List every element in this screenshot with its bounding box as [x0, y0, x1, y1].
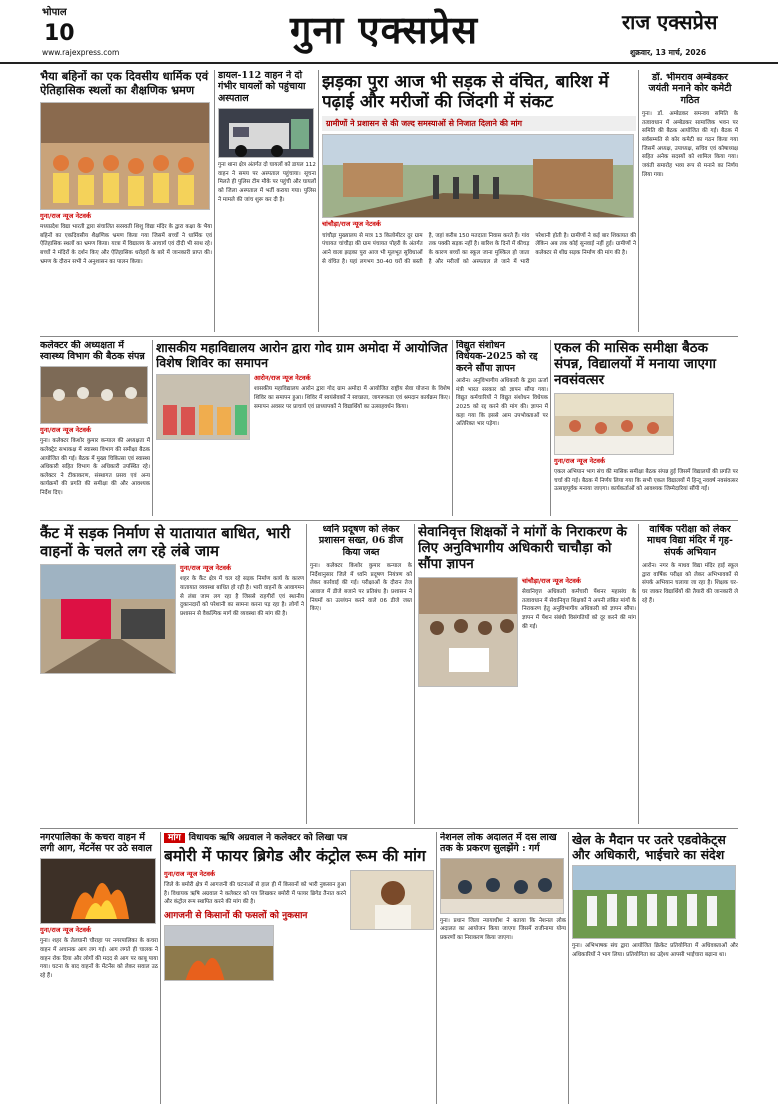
headline: ध्वनि प्रदूषण को लेकर प्रशासन सख्त, 06 डीज किया जब्त	[318, 524, 404, 558]
headline: विद्युत संशोधन विधेयक-2025 को रद्द करने सौंपा ज्ञापन	[456, 340, 538, 374]
edition-date: शुक्रवार, 13 मार्च, 2026	[630, 48, 707, 57]
crop-fire-photo	[164, 925, 274, 981]
masthead	[0, 0, 778, 64]
story-aron	[156, 340, 450, 516]
memo-photo	[418, 577, 518, 687]
story-text: चांचौड़ा मुख्यालय से मात्र 13 किलोमीटर दूर ग्राम पंचायत चांचौड़ा की ग्राम पंचायत पोहरी के अंतर्गत आने वाला झड़का पुरा आज भी मूलभूत सुविधाओं से वंचित है। यहां लगभग 30-40 घरों की बस्ती है, जहां करीब 150 मतदाता निवास करते हैं। गांव तक पक्की सड़क नहीं है। बारिश के दिनों में कीचड़ के कारण बच्चों का स्कूल जाना मुश्किल हो जाता है और मरीजों को अस्पताल ले जाने में भारी परेशानी होती है। ग्रामीणों ने कई बार शिकायत की लेकिन अब तक कोई सुनवाई नहीं हुई। ग्रामीणों ने कलेक्टर से शीघ्र सड़क निर्माण की मांग की है।	[322, 232, 636, 265]
page-number: 10	[44, 21, 75, 46]
divider	[638, 524, 639, 824]
camp-photo	[156, 374, 250, 440]
divider	[550, 340, 551, 516]
headline: एकल की मासिक समीक्षा बैठक संपन्न, विद्यालयों में मनाया जाएगा नवसंवत्सर	[554, 340, 717, 389]
headline: खेल के मैदान पर उतरे एडवोकेट्स और अधिकारी, भाईचारे का संदेश	[572, 832, 726, 862]
group-photo	[40, 102, 210, 210]
divider	[40, 828, 738, 829]
headline: सेवानिवृत्त शिक्षकों ने मांगों के निराकरण के लिए अनुविभागीय अधिकारी चाचौड़ा को सौंपा ज्ञापन	[418, 524, 627, 573]
story-ambedkar	[642, 72, 738, 334]
meeting-photo	[40, 366, 148, 424]
byline: चांचौड़ा/राज न्यूज नेटवर्क	[522, 576, 581, 585]
sub-headline: आगजनी से किसानों की फसलों को नुकसान	[164, 911, 308, 922]
fire-photo	[40, 858, 156, 924]
headline: नेशनल लोक अदालत में दस लाख तक के प्रकरण सुलझेंगे : गर्ग	[440, 832, 557, 855]
story-pollution	[310, 524, 412, 824]
divider	[40, 336, 738, 337]
edition-title: गुना एक्सप्रेस	[290, 7, 479, 52]
city-label: भोपाल	[42, 7, 67, 18]
headline: कैंट में सड़क निर्माण से यातायात बाधित, भारी वाहनों के चलते लग रहे लंबे जाम	[40, 524, 291, 560]
story-text: आरोन। नगर के माधव विद्या मंदिर हाई स्कूल द्वारा वार्षिक परीक्षा को लेकर अभिभावकों से संपर्क अभियान चलाया जा रहा है। शिक्षक घर-घर जाकर विद्यार्थियों की तैयारी की जानकारी ले रहे हैं।	[642, 563, 738, 604]
story-bamori	[164, 832, 434, 1104]
byline: गुना/राज न्यूज नेटवर्क	[180, 564, 232, 572]
story-text: शहर के कैंट क्षेत्र में चल रहे सड़क निर्माण कार्य के कारण यातायात व्यवस्था बाधित हो रही है। भारी वाहनों के आवागमन से लंबा जाम लग रहा है जिससे राहगीरों एवं स्थानीय दुकानदारों को परेशानी का सामना करना पड़ रहा है। लोगों ने प्रशासन से वैकल्पिक मार्ग की व्यवस्था की मांग की है।	[180, 576, 304, 618]
headline: वार्षिक परीक्षा को लेकर माधव विद्या मंदिर में गृह-संपर्क अभियान	[647, 524, 733, 558]
story-jhadka	[322, 72, 636, 334]
divider	[414, 524, 415, 824]
story-text: एकल अभियान भाग संच की मासिक समीक्षा बैठक संपन्न हुई जिसमें विद्यालयों की प्रगति पर चर्चा की गई। बैठक में निर्णय लिया गया कि सभी एकल विद्यालयों में हिन्दू नववर्ष नवसंवत्सर उत्साहपूर्वक मनाया जाएगा। कार्यकर्ताओं को आवश्यक जिम्मेदारियां सौंपी गईं।	[554, 468, 738, 493]
story-text: गुना। डॉ. अम्बेडकर समन्वय समिति के तत्वावधान में अम्बेडकर सामाजिक भवन पर समिति की बैठक आयोजित की गई। बैठक में सर्वसम्मति से कोर कमेटी का गठन किया गया जिसमें अध्यक्ष, उपाध्यक्ष, सचिव एवं कोषाध्यक्ष सहित अनेक सदस्यों को शामिल किया गया। जयंती समारोह भव्य रूप से मनाने का निर्णय लिया गया।	[642, 111, 738, 178]
story-text: गुना थाना क्षेत्र अंतर्गत दो घायलों को डायल 112 वाहन ने समय पर अस्पताल पहुंचाया। सूचना मिलते ही पुलिस टीम मौके पर पहुंची और घायलों को जिला अस्पताल में भर्ती कराया गया। पुलिस ने मामले की जांच शुरू कर दी है।	[218, 162, 316, 203]
kicker: मांग	[164, 833, 185, 843]
story-text: गुना। कलेक्टर किशोर कुमार कन्याल के निर्देशानुसार जिले में ध्वनि प्रदूषण नियंत्रण को लेकर कार्रवाई की गई। परीक्षाओं के दौरान तेज आवाज में डीजे बजाने पर प्रतिबंध है। प्रशासन ने नियमों का उल्लंघन करने वाले 06 डीजे जब्त किए।	[310, 563, 412, 613]
story-text: गुना। शहर के तेलघानी चौराहा पर नगरपालिका के कचरा वाहन में अचानक आग लग गई। आग लगते ही चालक ने वाहन रोक दिया और लोगों की मदद से आग पर काबू पाया गया। घटना के बाद वाहनों के मेंटनेंस को लेकर सवाल उठ रहे हैं।	[40, 938, 158, 979]
headline: कलेक्टर की अध्यक्षता में स्वास्थ्य विभाग की बैठक संपन्न	[40, 340, 145, 363]
headline: बमोरी में फायर ब्रिगेड और कंट्रोल रूम की मांग	[164, 846, 426, 866]
headline-top	[164, 832, 434, 845]
divider	[568, 832, 569, 1104]
story-fire	[40, 832, 158, 1104]
byline: चांचौड़ा/राज न्यूज नेटवर्क	[322, 220, 381, 229]
divider	[638, 70, 639, 332]
byline: गुना/राज न्यूज नेटवर्क	[40, 211, 92, 220]
site-url[interactable]: www.rajexpress.com	[42, 48, 120, 57]
story-bheel-tour	[40, 70, 212, 332]
story-navsanvatsar	[554, 340, 738, 516]
divider	[40, 520, 738, 521]
headline: भैया बहिनों का एक दिवसीय धार्मिक एवं ऐतिहासिक स्थलों का शैक्षणिक भ्रमण	[40, 70, 209, 97]
cricket-photo	[572, 865, 736, 939]
divider	[306, 524, 307, 824]
story-sports	[572, 832, 738, 1104]
divider	[160, 832, 161, 1104]
headline: डॉ. भीमराव अम्बेडकर जयंती मनाने कोर कमेटी गठित	[648, 72, 732, 106]
story-collector	[40, 340, 150, 516]
byline: गुना/राज न्यूज नेटवर्क	[40, 925, 92, 934]
headline: शासकीय महाविद्यालय आरोन द्वारा गोद ग्राम अमोदा में आयोजित विशेष शिविर का समापन	[156, 340, 448, 370]
story-text: शासकीय महाविद्यालय आरोन द्वारा गोद ग्राम अमोदा में आयोजित राष्ट्रीय सेवा योजना के विशेष शिविर का समापन हुआ। शिविर में स्वयंसेवकों ने स्वच्छता, जागरूकता एवं श्रमदान कार्यक्रम किए। समापन अवसर पर प्राचार्य एवं प्राध्यापकों ने विद्यार्थियों का उत्साहवर्धन किया।	[254, 386, 450, 410]
meeting-photo	[554, 393, 674, 455]
village-photo	[322, 134, 634, 218]
story-text: गुना। कलेक्टर किशोर कुमार कन्याल की अध्यक्षता में कलेक्ट्रेट सभाकक्ष में स्वास्थ्य विभाग की समीक्षा बैठक आयोजित की गई। बैठक में मुख्य चिकित्सा एवं स्वास्थ्य अधिकारी सहित विभाग के अधिकारी उपस्थित रहे। कलेक्टर ने टीकाकरण, संस्थागत प्रसव एवं अन्य कार्यक्रमों की प्रगति की समीक्षा की और आवश्यक निर्देश दिए।	[40, 438, 150, 497]
story-text: गुना। प्रधान जिला न्यायाधीश ने बताया कि नेशनल लोक अदालत का आयोजन किया जाएगा जिसमें राजीनामा योग्य प्रकरणों का निराकरण किया जाएगा।	[440, 917, 566, 942]
story-text: गुना। अभिभाषक संघ द्वारा आयोजित क्रिकेट प्रतियोगिता में अधिवक्ताओं और अधिकारियों ने भाग लिया। प्रतियोगिता का उद्देश्य आपसी भाईचारा बढ़ाना था।	[572, 943, 738, 958]
story-lokadalat	[440, 832, 566, 1104]
headline-top-text: विधायक ऋषि अग्रवाल ने कलेक्टर को लिखा पत्र	[188, 833, 348, 843]
divider	[214, 70, 215, 332]
brand-name: राज एक्सप्रेस	[622, 10, 718, 34]
subheadline: ग्रामीणों ने प्रशासन से की जल्द समस्याओं से निजात दिलाने की मांग	[322, 116, 636, 132]
byline: गुना/राज न्यूज नेटवर्क	[40, 425, 92, 434]
story-dial112	[218, 70, 316, 332]
court-photo	[440, 858, 564, 914]
headline: झड़का पुरा आज भी सड़क से वंचित, बारिश में पढ़ाई और मरीजों की जिंदगी में संकट	[322, 72, 609, 113]
headline: डायल-112 वाहन ने दो गंभीर घायलों को पहुंचाया अस्पताल	[218, 70, 306, 104]
divider	[318, 70, 319, 332]
divider	[152, 340, 153, 516]
traffic-photo	[40, 564, 176, 674]
divider	[452, 340, 453, 516]
story-text: जिले के बमोरी क्षेत्र में आगजनी की घटनाओं से हाल ही में किसानों को भारी नुकसान हुआ है। विधायक ऋषि अग्रवाल ने कलेक्टर को पत्र लिखकर बमोरी में फायर ब्रिगेड तैनात करने और कंट्रोल रूम स्थापित करने की मांग की है।	[164, 882, 346, 906]
mla-photo	[350, 870, 434, 930]
divider	[436, 832, 437, 1104]
story-road-traffic	[40, 524, 304, 824]
story-electricity	[456, 340, 548, 516]
story-text: आरोन। अनुविभागीय अधिकारी के द्वारा ऊर्जा मंत्री भारत सरकार को ज्ञापन सौंपा गया। विद्युत कर्मचारियों ने विद्युत संशोधन विधेयक 2025 को रद्द करने की मांग की। ज्ञापन में कहा गया कि इससे आम उपभोक्ताओं पर अतिरिक्त भार पड़ेगा।	[456, 378, 548, 428]
story-text: मध्यप्रदेश विद्या भारती द्वारा संचालित सरस्वती शिशु विद्या मंदिर के द्वारा कक्षा के भैया बहिनों का एकदिवसीय शैक्षणिक भ्रमण किया गया जिसमें बच्चों ने धार्मिक एवं ऐतिहासिक स्थलों का भ्रमण किया। यात्रा में विद्यालय के आचार्य एवं दीदी भी साथ रहे। बच्चों ने मंदिरों के दर्शन किए और ऐतिहासिक धरोहरों के बारे में जानकारी प्राप्त की। भ्रमण के दौरान सभी ने अनुशासन का पालन किया।	[40, 224, 212, 265]
story-exam	[642, 524, 738, 824]
story-text: सेवानिवृत्त अधिकारी कर्मचारी पेंशनर महासंघ के तत्वावधान में सेवानिवृत्त शिक्षकों ने अपनी लंबित मांगों के निराकरण हेतु अनुविभागीय अधिकारी को ज्ञापन सौंपा। ज्ञापन में पेंशन संबंधी विसंगतियों को दूर करने की मांग की गई।	[522, 588, 636, 630]
byline: आरोन/राज न्यूज नेटवर्क	[254, 374, 311, 382]
byline: गुना/राज न्यूज नेटवर्क	[164, 869, 216, 878]
byline: गुना/राज न्यूज नेटवर्क	[554, 456, 606, 465]
story-retired	[418, 524, 636, 824]
ambulance-photo	[218, 108, 314, 158]
headline: नगरपालिका के कचरा वाहन में लगी आग, मेंटनेंस पर उठे सवाल	[40, 832, 152, 855]
